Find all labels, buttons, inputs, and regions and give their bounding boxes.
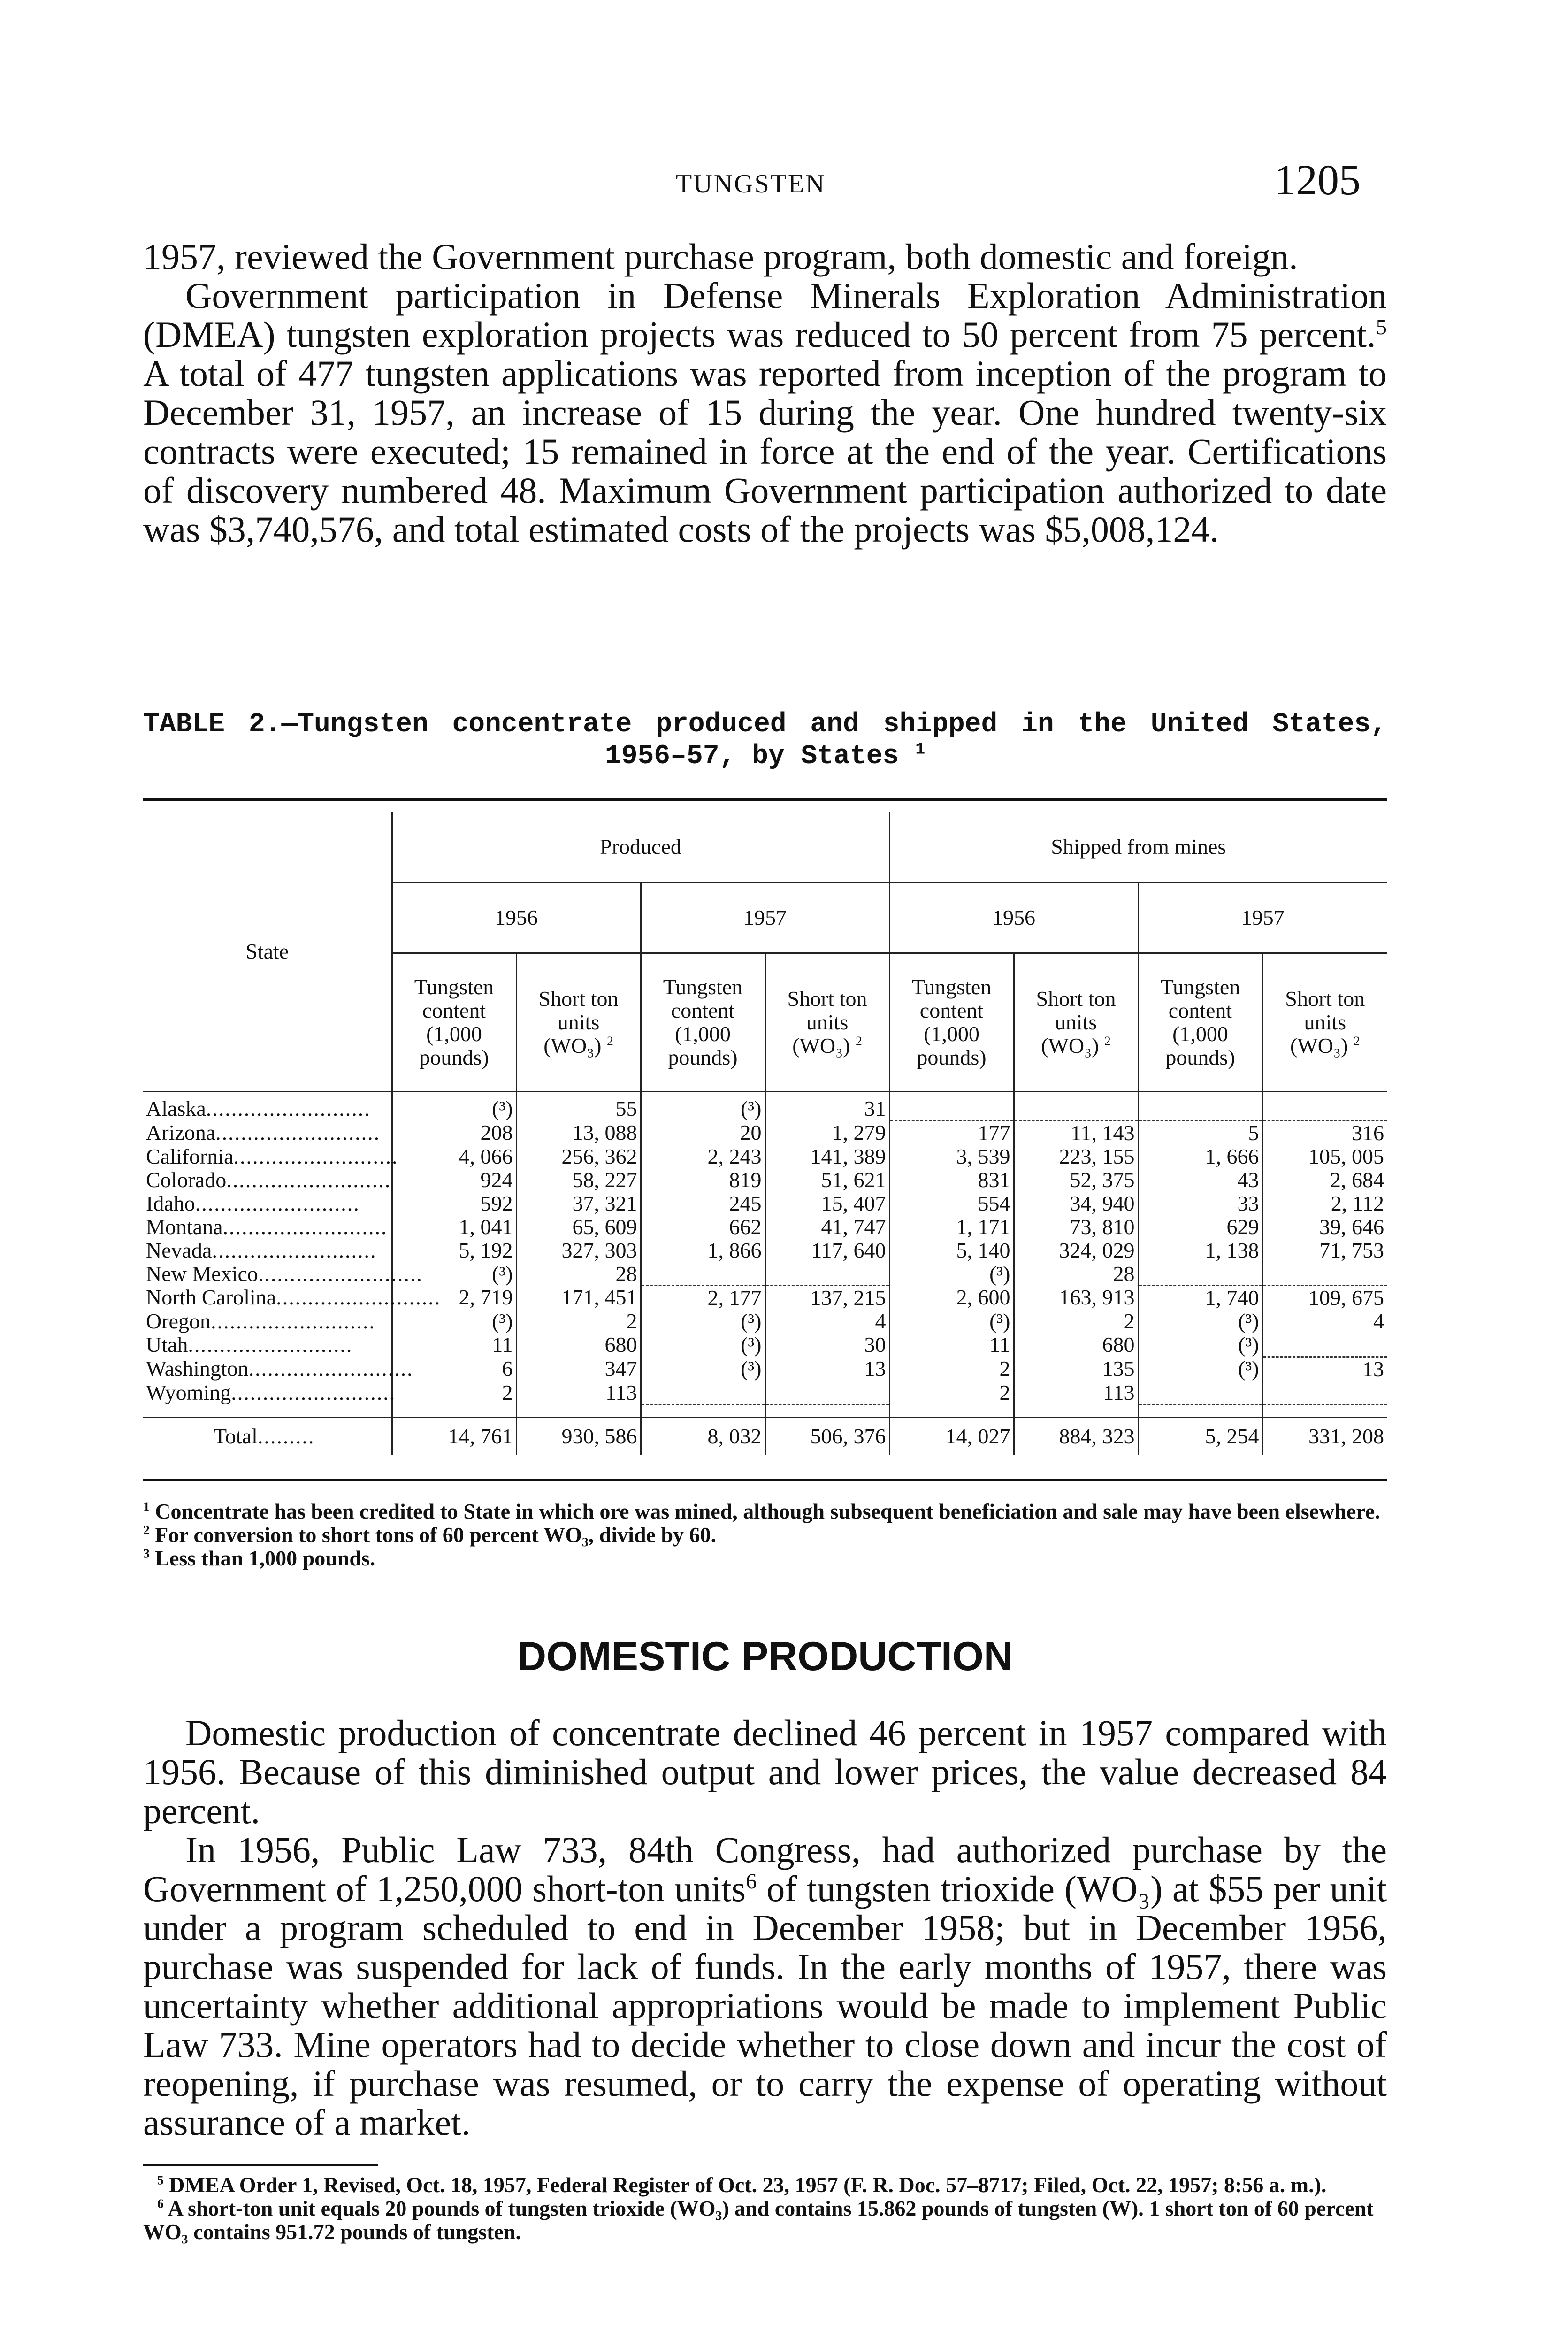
value-cell: 223, 155 bbox=[1014, 1145, 1138, 1168]
table-row bbox=[143, 1239, 1387, 1262]
value-cell: (³) bbox=[1138, 1357, 1262, 1381]
value-cell: 163, 913 bbox=[1014, 1286, 1138, 1310]
value-cell: (³) bbox=[641, 1357, 765, 1381]
state-cell: Idaho.......................... bbox=[146, 1191, 360, 1215]
value-cell: 3, 539 bbox=[889, 1145, 1014, 1168]
value-cell: 1, 041 bbox=[392, 1215, 516, 1239]
value-cell: (³) bbox=[1138, 1333, 1262, 1357]
value-cell: 629 bbox=[1138, 1215, 1262, 1239]
table-caption-line-1: TABLE 2.—Tungsten concentrate produced and shipped in the United States, bbox=[143, 709, 1387, 740]
table-caption bbox=[143, 709, 1387, 773]
value-cell: 347 bbox=[516, 1357, 641, 1381]
value-cell: 5, 192 bbox=[392, 1239, 516, 1262]
year-header: 1956 bbox=[392, 882, 641, 953]
value-cell: (³) bbox=[889, 1310, 1014, 1333]
intro-paragraph-2: Government participation in Defense Minerals Exploration Administration (DMEA) tungsten exploration projects was reduced to 50 percent from 75 percent.$^5$ A total of 477 tungsten applications was reported from inception of the program to December 31, 1957, an increase of 15 during the year. One hundred twenty-six contracts were executed; 15 remained in force at the end of the year. Certifications of discovery numbered 48. Maximum Government participation authorized to date was $3,740,576, and total estimated costs of the projects was $5,008,124. bbox=[143, 275, 1387, 550]
value-cell: 20 bbox=[641, 1120, 765, 1145]
value-cell: 13 bbox=[765, 1357, 889, 1381]
state-cell: Nevada.......................... bbox=[146, 1238, 377, 1262]
state-cell: California.......................... bbox=[146, 1144, 398, 1168]
state-cell: Utah.......................... bbox=[146, 1333, 353, 1357]
value-cell: 1, 138 bbox=[1138, 1239, 1262, 1262]
value-cell: (³) bbox=[392, 1310, 516, 1333]
table-row bbox=[143, 1310, 1387, 1333]
value-cell: 33 bbox=[1138, 1192, 1262, 1215]
section-paragraph-1: Domestic production of concentrate declined 46 percent in 1957 compared with 1956. Because of this diminished output and lower prices, the value decreased 84 percent. bbox=[143, 1712, 1387, 1831]
table-row bbox=[143, 1120, 1387, 1145]
state-cell: Montana.......................... bbox=[146, 1214, 388, 1239]
value-cell: 51, 621 bbox=[765, 1168, 889, 1192]
table-row bbox=[143, 1097, 1387, 1120]
value-cell: 135 bbox=[1014, 1357, 1138, 1381]
table-top-rule bbox=[143, 798, 1387, 801]
value-cell: 55 bbox=[516, 1097, 641, 1120]
section-text bbox=[143, 1713, 1387, 2142]
table-row bbox=[143, 1145, 1387, 1168]
value-cell: 39, 646 bbox=[1262, 1215, 1387, 1239]
table-caption-line-2: 1956–57, by States $^1$ bbox=[604, 740, 926, 772]
value-cell: 13, 088 bbox=[516, 1120, 641, 1145]
value-cell: 4 bbox=[765, 1310, 889, 1333]
state-cell: Arizona.......................... bbox=[146, 1120, 381, 1144]
value-cell: 65, 609 bbox=[516, 1215, 641, 1239]
value-cell: 2, 719 bbox=[392, 1286, 516, 1310]
total-row: Total......... 14, 761 930, 586 8, 032 506, 376 14, 027 884, 323 5, 254 331, 208 bbox=[143, 1418, 1387, 1455]
value-cell: 37, 321 bbox=[516, 1192, 641, 1215]
value-cell: 2 bbox=[516, 1310, 641, 1333]
value-cell: 554 bbox=[889, 1192, 1014, 1215]
state-cell: Oregon.......................... bbox=[146, 1309, 375, 1333]
value-cell: 28 bbox=[516, 1262, 641, 1286]
value-cell: 6 bbox=[392, 1357, 516, 1381]
value-cell: (³) bbox=[1138, 1310, 1262, 1333]
value-cell: 680 bbox=[1014, 1333, 1138, 1357]
value-cell: 680 bbox=[516, 1333, 641, 1357]
value-cell: 2 bbox=[889, 1381, 1014, 1404]
value-cell: 30 bbox=[765, 1333, 889, 1357]
year-header: 1956 bbox=[889, 882, 1138, 953]
value-cell: 327, 303 bbox=[516, 1239, 641, 1262]
table-footnotes bbox=[143, 1500, 1387, 1570]
value-cell bbox=[889, 1097, 1014, 1120]
table-row bbox=[143, 1286, 1387, 1310]
value-cell bbox=[1138, 1381, 1262, 1404]
state-cell: North Carolina.......................... bbox=[146, 1285, 441, 1310]
table-row bbox=[143, 1381, 1387, 1404]
value-cell: 73, 810 bbox=[1014, 1215, 1138, 1239]
value-cell bbox=[1014, 1097, 1138, 1120]
value-cell: 256, 362 bbox=[516, 1145, 641, 1168]
value-cell: 43 bbox=[1138, 1168, 1262, 1192]
value-cell: 109, 675 bbox=[1262, 1286, 1387, 1310]
value-cell: 662 bbox=[641, 1215, 765, 1239]
value-cell: 592 bbox=[392, 1192, 516, 1215]
state-cell: Washington.......................... bbox=[146, 1356, 413, 1381]
state-cell: Colorado.......................... bbox=[146, 1167, 391, 1192]
value-cell bbox=[765, 1262, 889, 1286]
value-cell: 2, 177 bbox=[641, 1286, 765, 1310]
running-title: TUNGSTEN bbox=[676, 169, 826, 199]
value-cell: 113 bbox=[1014, 1381, 1138, 1404]
section-paragraph-2: In 1956, Public Law 733, 84th Congress, had authorized purchase by the Government of 1,250,000 short-ton units$^6$ of tungsten trioxide (WO₃) at $55 per unit under a program scheduled to end in December 1958; but in December 1956, purchase was suspended for lack of funds. In the early months of 1957, there was uncertainty whether additional appropriations would be made to implement Public Law 733. Mine operators had to decide whether to close down and incur the cost of reopening, if purchase was resumed, or to carry the expense of operating without assurance of a market. bbox=[143, 1829, 1387, 2143]
value-cell: (³) bbox=[641, 1310, 765, 1333]
value-cell: 324, 029 bbox=[1014, 1239, 1138, 1262]
value-cell: 4 bbox=[1262, 1310, 1387, 1333]
table-row bbox=[143, 1357, 1387, 1381]
total-label: Total......... bbox=[143, 1418, 392, 1455]
value-cell bbox=[1138, 1262, 1262, 1286]
value-cell: 4, 066 bbox=[392, 1145, 516, 1168]
value-cell: 5, 140 bbox=[889, 1239, 1014, 1262]
value-cell: 924 bbox=[392, 1168, 516, 1192]
state-cell: Alaska.......................... bbox=[146, 1097, 371, 1120]
value-cell: 1, 740 bbox=[1138, 1286, 1262, 1310]
value-cell bbox=[765, 1381, 889, 1404]
value-cell: (³) bbox=[889, 1262, 1014, 1286]
value-cell bbox=[1138, 1097, 1262, 1120]
value-cell: 11 bbox=[889, 1333, 1014, 1357]
value-cell: (³) bbox=[641, 1333, 765, 1357]
table-row bbox=[143, 1215, 1387, 1239]
footnote-ref-6: 6 bbox=[745, 1869, 757, 1894]
page-footnotes bbox=[143, 2173, 1387, 2244]
table-row bbox=[143, 1168, 1387, 1192]
value-cell: 1, 171 bbox=[889, 1215, 1014, 1239]
value-cell: 1, 666 bbox=[1138, 1145, 1262, 1168]
value-cell: 1, 279 bbox=[765, 1120, 889, 1145]
value-cell: 141, 389 bbox=[765, 1145, 889, 1168]
table-footnote: $^1$ Concentrate has been credited to State in which ore was mined, although subsequent beneficiation and sale may have been elsewhere. bbox=[143, 1499, 1380, 1523]
table-footnote: $^2$ For conversion to short tons of 60 percent WO₃, divide by 60. bbox=[143, 1522, 717, 1547]
section-heading: DOMESTIC PRODUCTION bbox=[517, 1634, 1013, 1679]
value-cell bbox=[641, 1262, 765, 1286]
value-cell: (³) bbox=[392, 1262, 516, 1286]
column-header-row: Tungsten content (1,000 pounds) Short ton units (WO₃) $^2$ Tungsten content (1,000 pounds) Short ton units (WO₃) $^2$ Tungsten content (1,000 pounds) Short ton units (WO₃) $^2$ Tungsten content (1,000 pounds) Short ton units (WO₃) $^2$ bbox=[143, 953, 1387, 1091]
intro-text bbox=[143, 237, 1387, 549]
value-cell bbox=[641, 1381, 765, 1404]
value-cell: 1, 866 bbox=[641, 1239, 765, 1262]
value-cell: 2 bbox=[889, 1357, 1014, 1381]
value-cell: 2, 600 bbox=[889, 1286, 1014, 1310]
tungsten-table bbox=[143, 812, 1387, 1455]
value-cell: 137, 215 bbox=[765, 1286, 889, 1310]
value-cell: 15, 407 bbox=[765, 1192, 889, 1215]
value-cell: 41, 747 bbox=[765, 1215, 889, 1239]
produced-group-header: Produced bbox=[392, 812, 889, 882]
value-cell: 2, 684 bbox=[1262, 1168, 1387, 1192]
value-cell bbox=[1262, 1097, 1387, 1120]
page-footnote: $^5$ DMEA Order 1, Revised, Oct. 18, 1957, Federal Register of Oct. 23, 1957 (F. R. Doc. 57–8717; Filed, Oct. 22, 1957; 8:56 a. m.). bbox=[157, 2172, 1327, 2197]
value-cell bbox=[1262, 1262, 1387, 1286]
value-cell: 2, 243 bbox=[641, 1145, 765, 1168]
value-cell: 171, 451 bbox=[516, 1286, 641, 1310]
value-cell: 52, 375 bbox=[1014, 1168, 1138, 1192]
value-cell: 208 bbox=[392, 1120, 516, 1145]
table-row bbox=[143, 1192, 1387, 1215]
state-cell: Wyoming.......................... bbox=[146, 1380, 396, 1404]
year-header: 1957 bbox=[1138, 882, 1387, 953]
table-bottom-rule bbox=[143, 1479, 1387, 1481]
shipped-group-header: Shipped from mines bbox=[889, 812, 1387, 882]
value-cell: 28 bbox=[1014, 1262, 1138, 1286]
value-cell bbox=[1262, 1381, 1387, 1404]
table-row bbox=[143, 1333, 1387, 1357]
value-cell: 2 bbox=[1014, 1310, 1138, 1333]
footnote-separator bbox=[143, 2164, 378, 2166]
value-cell: (³) bbox=[392, 1097, 516, 1120]
value-cell: 11 bbox=[392, 1333, 516, 1357]
value-cell: 245 bbox=[641, 1192, 765, 1215]
state-cell: New Mexico.......................... bbox=[146, 1261, 423, 1286]
value-cell: 5 bbox=[1138, 1120, 1262, 1145]
value-cell bbox=[1262, 1333, 1387, 1357]
page-number: 1205 bbox=[1274, 156, 1361, 204]
table-footnote: $^3$ Less than 1,000 pounds. bbox=[143, 1546, 375, 1570]
footnote-ref-5: 5 bbox=[1376, 315, 1387, 339]
value-cell: 105, 005 bbox=[1262, 1145, 1387, 1168]
value-cell: 177 bbox=[889, 1120, 1014, 1145]
year-header: 1957 bbox=[641, 882, 889, 953]
intro-paragraph-1: 1957, reviewed the Government purchase program, both domestic and foreign. bbox=[143, 236, 1298, 277]
value-cell: 11, 143 bbox=[1014, 1120, 1138, 1145]
value-cell: 831 bbox=[889, 1168, 1014, 1192]
table-row bbox=[143, 1262, 1387, 1286]
value-cell: 819 bbox=[641, 1168, 765, 1192]
value-cell: 13 bbox=[1262, 1357, 1387, 1381]
value-cell: 34, 940 bbox=[1014, 1192, 1138, 1215]
value-cell: 2 bbox=[392, 1381, 516, 1404]
value-cell: 316 bbox=[1262, 1120, 1387, 1145]
value-cell: 2, 112 bbox=[1262, 1192, 1387, 1215]
value-cell: 117, 640 bbox=[765, 1239, 889, 1262]
value-cell: 58, 227 bbox=[516, 1168, 641, 1192]
state-header: State bbox=[143, 812, 392, 1091]
value-cell: 113 bbox=[516, 1381, 641, 1404]
value-cell: (³) bbox=[641, 1097, 765, 1120]
value-cell: 31 bbox=[765, 1097, 889, 1120]
page-footnote: $^6$ A short-ton unit equals 20 pounds of tungsten trioxide (WO₃) and contains 15.862 pounds of tungsten (W). 1 short ton of 60 percent WO₃ contains 951.72 pounds of tungsten. bbox=[143, 2196, 1374, 2244]
value-cell: 71, 753 bbox=[1262, 1239, 1387, 1262]
